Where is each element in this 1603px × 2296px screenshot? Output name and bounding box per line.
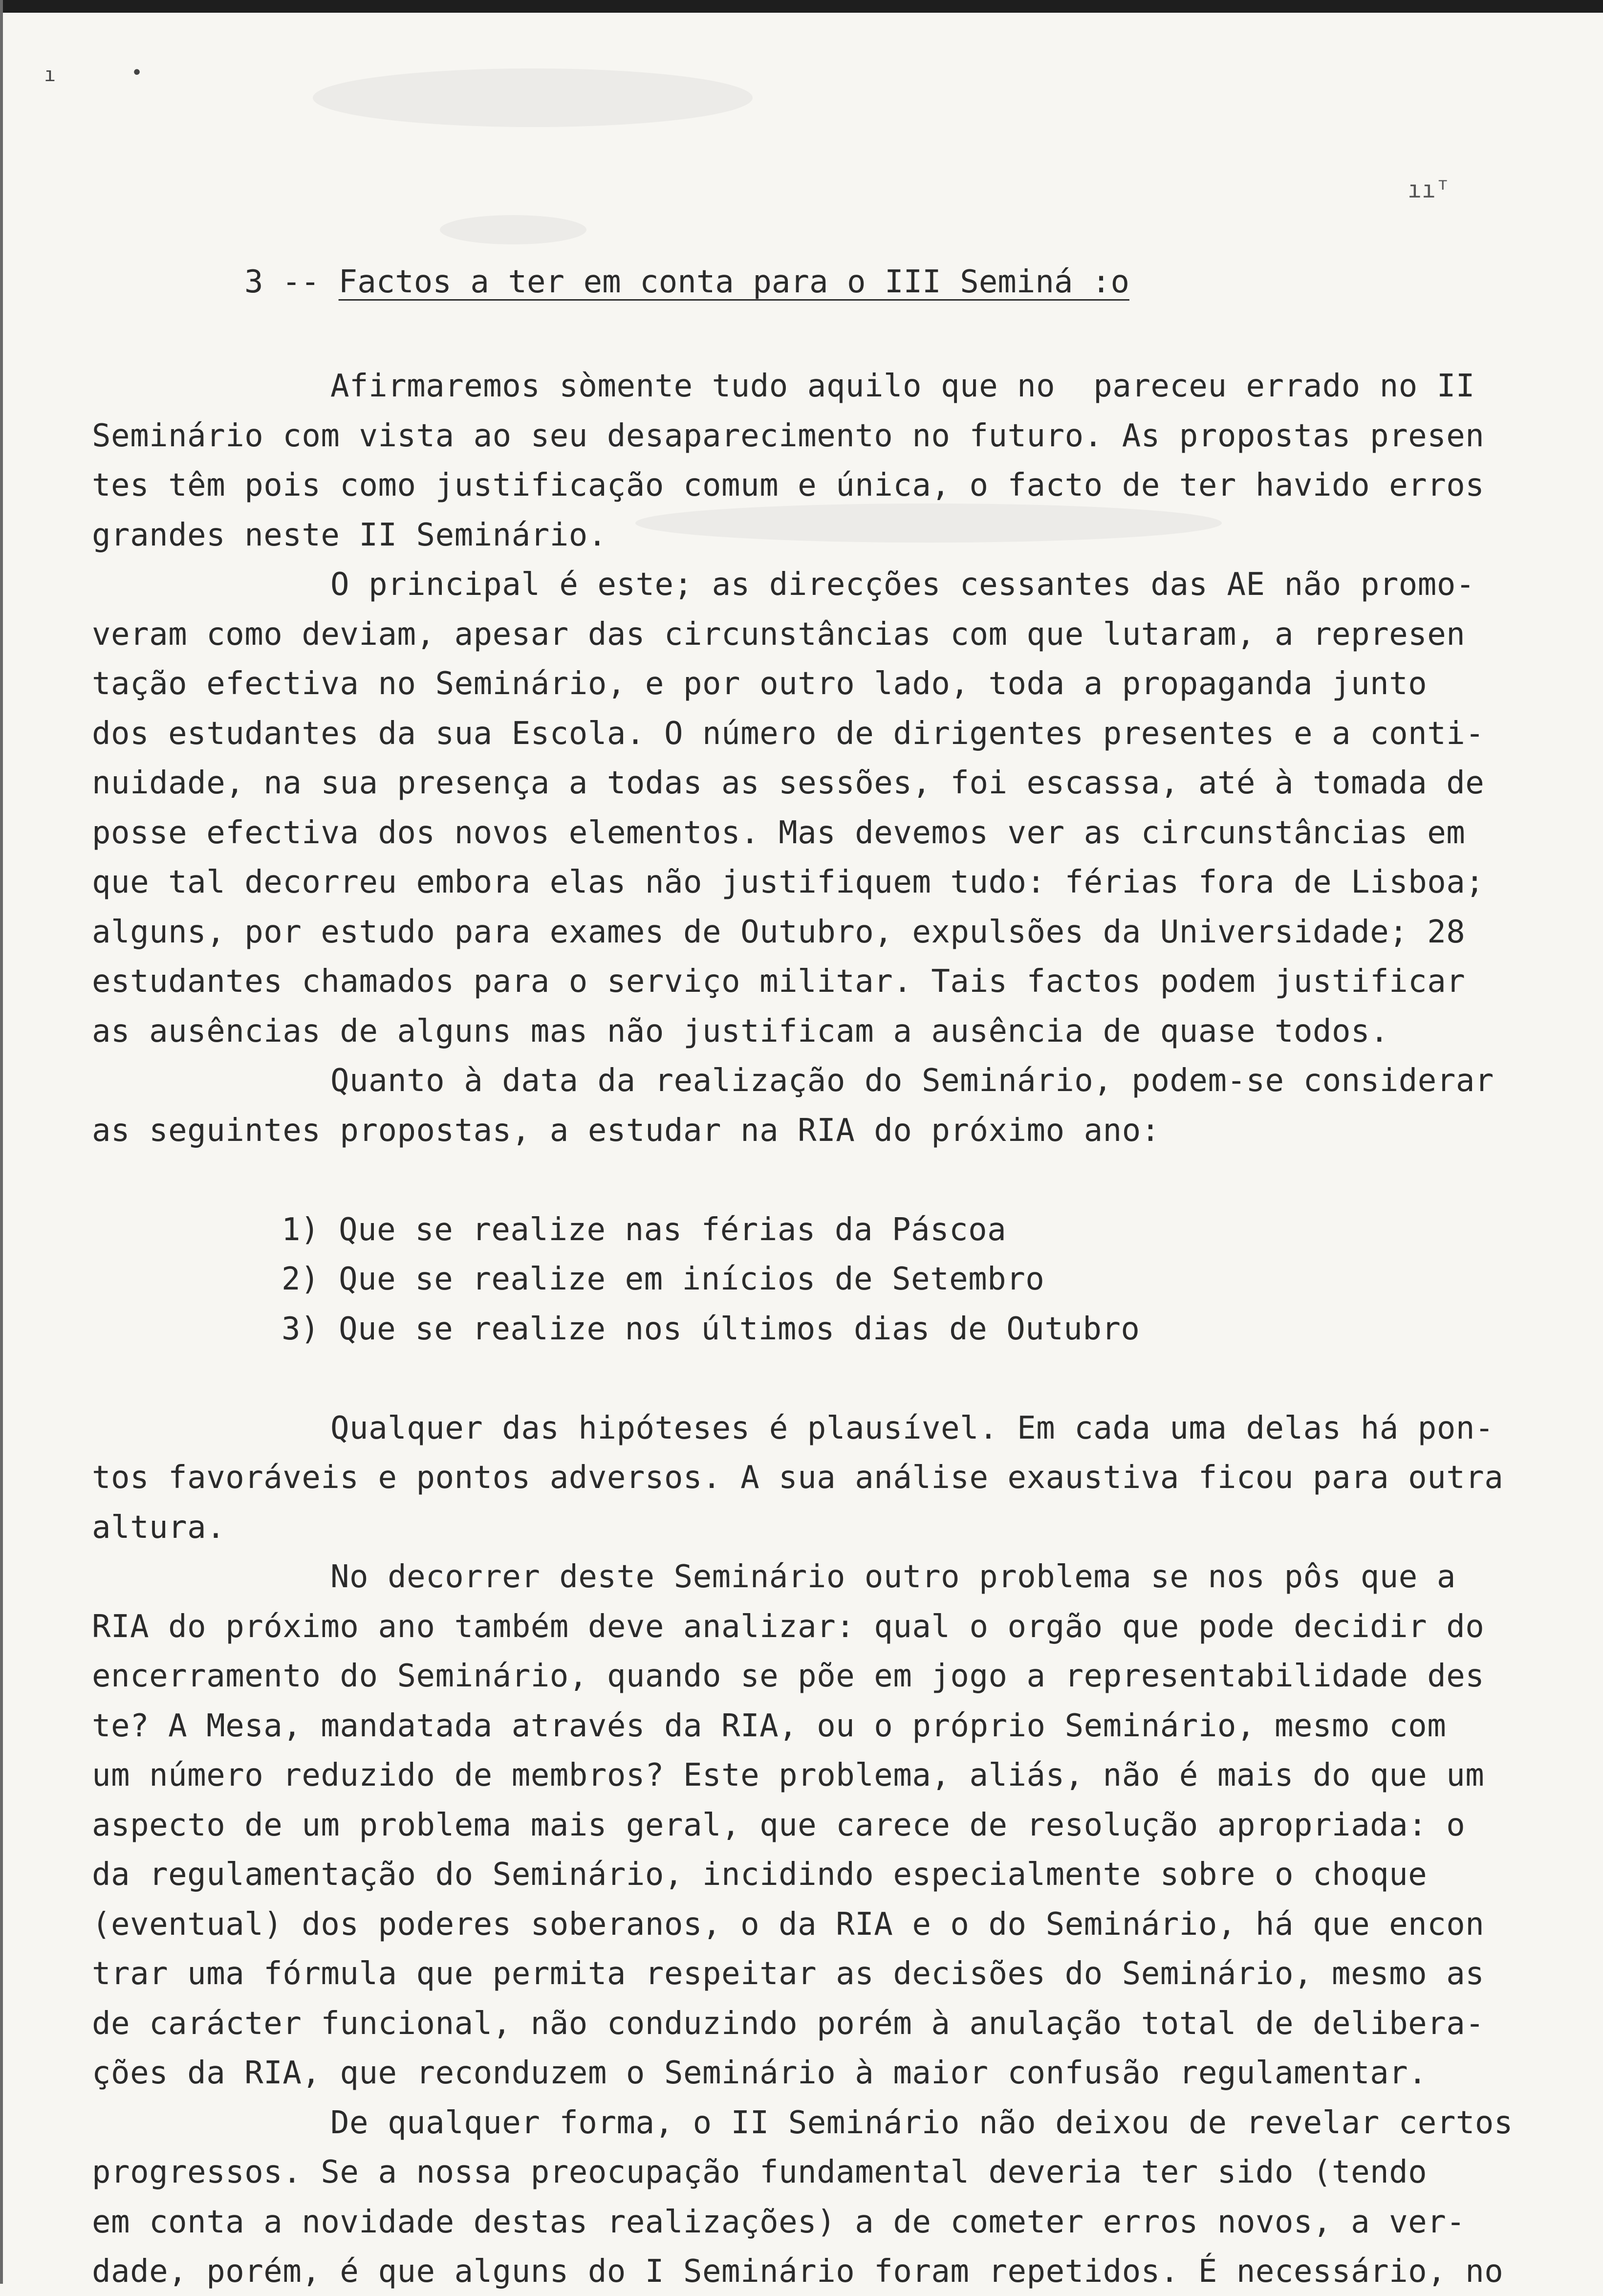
text-line: as seguintes propostas, a estudar na RIA do próximo ano: (92, 1112, 1160, 1149)
text-line: 3) Que se realize nos últimos dias de Outubro (282, 1311, 1140, 1347)
text-line: progressos. Se a nossa preocupação fundamental deveria ter sido (tendo (92, 2154, 1428, 2190)
text-line: Afirmaremos sòmente tudo aquilo que no pareceu errado no II (330, 368, 1475, 404)
text-line: O principal é este; as direcções cessantes das AE não promo- (330, 567, 1475, 603)
text-line: as ausências de alguns mas não justificam a ausência de quase todos. (92, 1013, 1389, 1050)
text-line: nuidade, na sua presença a todas as sessões, foi escassa, até à tomada de (92, 765, 1485, 801)
text-line: dade, porém, é que alguns do I Seminário foram repetidos. É necessário, no (92, 2253, 1504, 2290)
text-line: alguns, por estudo para exames de Outubro, expulsões da Universidade; 28 (92, 914, 1466, 950)
text-line: da regulamentação do Seminário, incidindo especialmente sobre o choque (92, 1857, 1428, 1893)
text-line: que tal decorreu embora elas não justifiquem tudo: férias fora de Lisboa; (92, 864, 1485, 900)
section-title: Factos a ter em conta para o III Seminá :o (338, 264, 1129, 300)
scan-smudge (440, 215, 586, 244)
section-number: 3 -- (244, 264, 320, 300)
text-line: veram como deviam, apesar das circunstâncias com que lutaram, a represen (92, 616, 1466, 653)
text-line: (eventual) dos poderes soberanos, o da RIA e o do Seminário, há que encon (92, 1906, 1485, 1943)
scan-left-edge (0, 0, 3, 2284)
text-line: De qualquer forma, o II Seminário não deixou de revelar certos (330, 2104, 1513, 2141)
scan-smudge (313, 68, 753, 127)
section-heading (244, 264, 1129, 300)
text-line: tos favoráveis e pontos adversos. A sua análise exaustiva ficou para outra (92, 1460, 1504, 1496)
page-number: ııᵀ (1408, 176, 1450, 203)
text-line: um número reduzido de membros? Este problema, aliás, não é mais do que um (92, 1757, 1485, 1793)
text-line: estudantes chamados para o serviço militar. Tais factos podem justificar (92, 963, 1466, 1000)
text-line: Quanto à data da realização do Seminário, podem-se considerar (330, 1063, 1494, 1099)
corner-mark: • (131, 62, 143, 84)
text-line: RIA do próximo ano também deve analizar: qual o orgão que pode decidir do (92, 1608, 1485, 1645)
text-line: de carácter funcional, não conduzindo porém à anulação total de delibera- (92, 2005, 1485, 2042)
scan-top-edge (0, 0, 1603, 13)
text-line: tação efectiva no Seminário, e por outro lado, toda a propaganda junto (92, 666, 1428, 702)
text-line: aspecto de um problema mais geral, que carece de resolução apropriada: o (92, 1807, 1466, 1843)
text-line: dos estudantes da sua Escola. O número de dirigentes presentes e a conti- (92, 715, 1485, 752)
text-line: 1) Que se realize nas férias da Páscoa (282, 1211, 1007, 1248)
text-line: posse efectiva dos novos elementos. Mas devemos ver as circunstâncias em (92, 814, 1466, 851)
text-line: altura. (92, 1509, 226, 1546)
text-line: tes têm pois como justificação comum e única, o facto de ter havido erros (92, 467, 1485, 503)
text-line: No decorrer deste Seminário outro problema se nos pôs que a (330, 1559, 1456, 1595)
text-line: te? A Mesa, mandatada através da RIA, ou o próprio Seminário, mesmo com (92, 1707, 1447, 1744)
text-line: em conta a novidade destas realizações) a de cometer erros novos, a ver- (92, 2204, 1466, 2240)
text-line: ções da RIA, que reconduzem o Seminário à maior confusão regulamentar. (92, 2055, 1428, 2091)
text-line: grandes neste II Seminário. (92, 517, 607, 553)
text-line: 2) Que se realize em inícios de Setembro (282, 1261, 1045, 1297)
text-line: trar uma fórmula que permita respeitar as decisões do Seminário, mesmo as (92, 1956, 1485, 1992)
corner-mark: ı (44, 64, 56, 86)
text-line: encerramento do Seminário, quando se põe em jogo a representabilidade des (92, 1658, 1485, 1694)
text-line: Seminário com vista ao seu desaparecimento no futuro. As propostas presen (92, 417, 1485, 454)
text-line: Qualquer das hipóteses é plausível. Em cada uma delas há pon- (330, 1410, 1494, 1446)
